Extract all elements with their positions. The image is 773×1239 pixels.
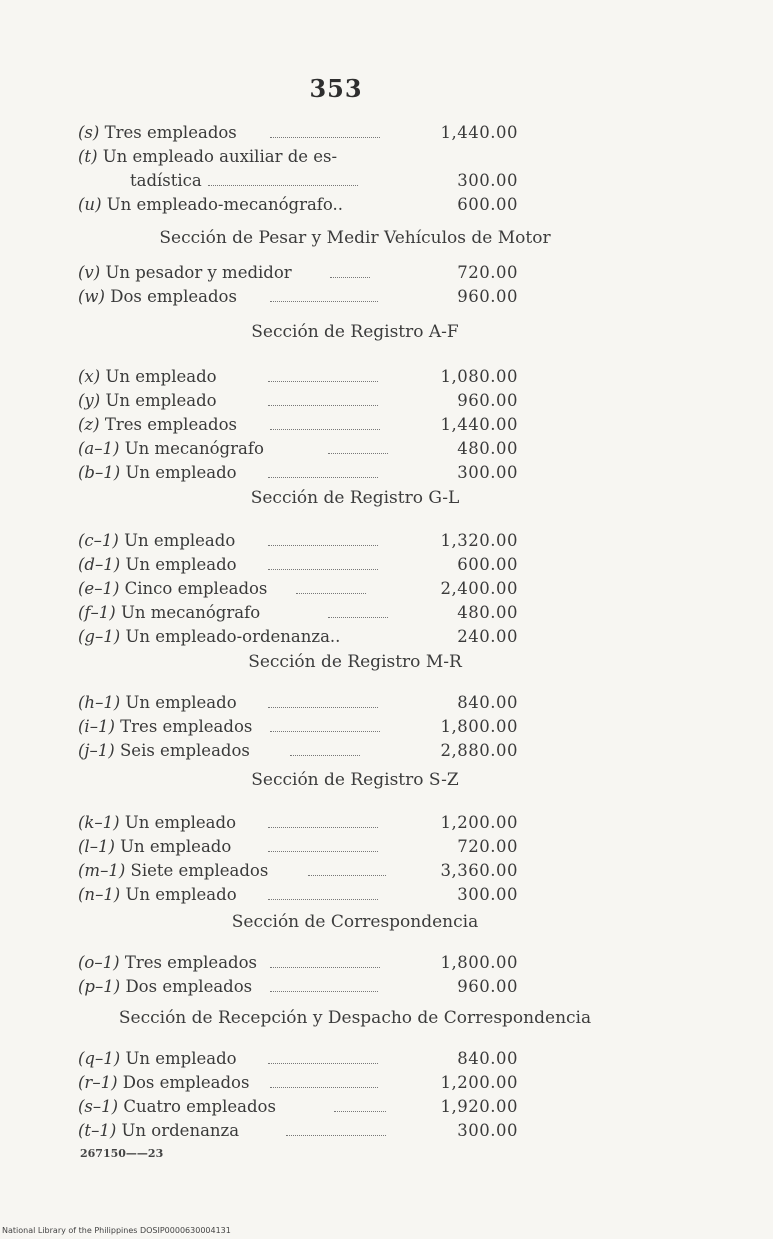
leader-dots: [330, 275, 370, 278]
budget-line-item: [78, 976, 518, 998]
line-item-label: [78, 692, 237, 714]
budget-line-item: [78, 170, 518, 192]
budget-line-item: [78, 146, 518, 168]
line-item-code: (w): [78, 287, 105, 306]
line-item-amount: 600.00: [457, 555, 518, 574]
section-heading: Sección de Pesar y Medir Vehículos de Motor: [159, 228, 551, 248]
section-heading: Sección de Registro M-R: [248, 652, 462, 672]
line-item-amount: 300.00: [457, 1121, 518, 1140]
line-item-code: (d–1): [78, 555, 121, 574]
budget-line-item: [78, 530, 518, 552]
line-item-code: (j–1): [78, 741, 115, 760]
line-item-description: Un empleado: [105, 367, 217, 386]
line-item-label: [78, 366, 217, 388]
line-item-description: Un pesador y medidor: [105, 263, 292, 282]
library-watermark: National Library of the Philippines DOSIP0000630004131: [2, 1226, 231, 1235]
line-item-amount: 1,440.00: [440, 123, 518, 142]
line-item-amount: 840.00: [457, 693, 518, 712]
line-item-description: Un empleado: [125, 693, 237, 712]
leader-dots: [334, 1109, 386, 1112]
line-item-label: [78, 286, 237, 308]
leader-dots: [270, 1085, 378, 1088]
line-item-label: [78, 390, 217, 412]
line-item-code: (t): [78, 147, 98, 166]
budget-line-item: [78, 716, 518, 738]
line-item-description: Un empleado-mecanógrafo..: [106, 195, 344, 214]
leader-dots: [268, 403, 378, 406]
line-item-amount: 720.00: [457, 263, 518, 282]
line-item-label: [78, 1120, 239, 1142]
section-heading: Sección de Registro S-Z: [251, 770, 459, 790]
line-item-label: [78, 462, 237, 484]
line-item-amount: 1,200.00: [440, 1073, 518, 1092]
line-item-amount: 1,800.00: [440, 953, 518, 972]
leader-dots: [296, 591, 366, 594]
leader-dots: [268, 379, 378, 382]
leader-dots: [286, 1133, 386, 1136]
line-item-amount: 300.00: [457, 171, 518, 190]
line-item-label: [78, 716, 252, 738]
leader-dots: [308, 873, 386, 876]
line-item-label: [78, 952, 257, 974]
leader-dots: [270, 965, 380, 968]
line-item-code: (c–1): [78, 531, 119, 550]
line-item-label: [78, 602, 260, 624]
budget-line-item: [78, 1096, 518, 1118]
budget-line-item: [78, 860, 518, 882]
line-item-code: (q–1): [78, 1049, 121, 1068]
line-item-description: Un empleado: [125, 463, 237, 482]
line-item-label: [78, 1096, 276, 1118]
line-item-code: (g–1): [78, 627, 121, 646]
budget-line-item: [78, 194, 518, 216]
budget-line-item: [78, 390, 518, 412]
line-item-code: (x): [78, 367, 101, 386]
line-item-amount: 2,880.00: [440, 741, 518, 760]
line-item-description: Un mecanógrafo: [124, 439, 264, 458]
line-item-code: (z): [78, 415, 100, 434]
line-item-description: Tres empleados: [120, 717, 253, 736]
line-item-description: Un ordenanza: [121, 1121, 240, 1140]
line-item-description: Un empleado: [124, 813, 237, 832]
leader-dots: [268, 897, 378, 900]
line-item-label: [78, 262, 292, 284]
leader-dots: [270, 989, 378, 992]
budget-line-item: [78, 884, 518, 906]
printer-code: 267150——23: [80, 1147, 164, 1160]
line-item-code: (i–1): [78, 717, 115, 736]
line-item-description: Tres empleados: [104, 415, 238, 434]
line-item-label: [78, 554, 237, 576]
line-item-amount: 720.00: [457, 837, 518, 856]
budget-line-item: [78, 414, 518, 436]
line-item-code: (y): [78, 391, 101, 410]
line-item-description: Un empleado: [125, 885, 237, 904]
line-item-label: [78, 626, 340, 648]
section-heading: Sección de Correspondencia: [231, 912, 479, 932]
budget-line-item: [78, 462, 518, 484]
line-item-description: Dos empleados: [110, 287, 237, 306]
line-item-code: (l–1): [78, 837, 115, 856]
line-item-amount: 1,920.00: [440, 1097, 518, 1116]
line-item-code: (f–1): [78, 603, 116, 622]
line-item-amount: 1,200.00: [440, 813, 518, 832]
leader-dots: [208, 183, 358, 186]
line-item-description: Un empleado: [124, 531, 236, 550]
line-item-amount: 1,320.00: [440, 531, 518, 550]
leader-dots: [268, 543, 378, 546]
line-item-amount: 1,440.00: [440, 415, 518, 434]
leader-dots: [270, 427, 380, 430]
line-item-description: Un empleado-ordenanza..: [125, 627, 341, 646]
line-item-description: tadística: [130, 171, 202, 190]
line-item-code: (a–1): [78, 439, 120, 458]
line-item-description: Seis empleados: [120, 741, 250, 760]
leader-dots: [268, 1061, 378, 1064]
budget-line-item: [78, 122, 518, 144]
line-item-code: (e–1): [78, 579, 120, 598]
budget-line-item: [78, 286, 518, 308]
leader-dots: [328, 615, 388, 618]
budget-line-item: [78, 578, 518, 600]
line-item-code: (s–1): [78, 1097, 119, 1116]
line-item-label: [78, 578, 267, 600]
line-item-description: Tres empleados: [124, 953, 257, 972]
line-item-description: Un empleado: [120, 837, 232, 856]
line-item-code: (k–1): [78, 813, 120, 832]
line-item-amount: 840.00: [457, 1049, 518, 1068]
line-item-label: [78, 836, 231, 858]
line-item-code: (b–1): [78, 463, 121, 482]
line-item-label: [78, 860, 268, 882]
line-item-code: (t–1): [78, 1121, 117, 1140]
line-item-amount: 960.00: [457, 977, 518, 996]
line-item-amount: 960.00: [457, 287, 518, 306]
line-item-description: Un empleado: [125, 555, 237, 574]
leader-dots: [268, 475, 378, 478]
line-item-code: (n–1): [78, 885, 121, 904]
leader-dots: [270, 729, 380, 732]
line-item-amount: 1,080.00: [440, 367, 518, 386]
line-item-amount: 480.00: [457, 439, 518, 458]
line-item-label: [78, 1048, 237, 1070]
leader-dots: [268, 705, 378, 708]
budget-line-item: [78, 952, 518, 974]
line-item-description: Un empleado auxiliar de es-: [102, 147, 338, 166]
line-item-code: (p–1): [78, 977, 121, 996]
budget-line-item: [78, 1072, 518, 1094]
line-item-description: Siete empleados: [130, 861, 269, 880]
line-item-label: [78, 194, 343, 216]
line-item-label: [78, 884, 237, 906]
line-item-code: (v): [78, 263, 101, 282]
leader-dots: [270, 135, 380, 138]
line-item-label: [78, 1072, 249, 1094]
line-item-label: [78, 976, 252, 998]
leader-dots: [328, 451, 388, 454]
leader-dots: [270, 299, 378, 302]
line-item-description: Un empleado: [125, 1049, 237, 1068]
leader-dots: [290, 753, 360, 756]
line-item-label: [78, 740, 250, 762]
budget-line-item: [78, 366, 518, 388]
line-item-label: [78, 414, 237, 436]
section-heading: Sección de Registro G-L: [250, 488, 460, 508]
line-item-amount: 1,800.00: [440, 717, 518, 736]
page-number: 353: [309, 74, 363, 103]
section-heading: Sección de Recepción y Despacho de Correspondencia: [118, 1008, 592, 1028]
line-item-label: [78, 438, 264, 460]
line-item-code: (u): [78, 195, 102, 214]
line-item-amount: 300.00: [457, 885, 518, 904]
line-item-amount: 240.00: [457, 627, 518, 646]
budget-line-item: [78, 812, 518, 834]
line-item-amount: 480.00: [457, 603, 518, 622]
leader-dots: [268, 825, 378, 828]
line-item-description: Un mecanógrafo: [120, 603, 261, 622]
budget-line-item: [78, 438, 518, 460]
budget-line-item: [78, 1048, 518, 1070]
section-heading: Sección de Registro A-F: [251, 322, 459, 342]
budget-line-item: [78, 602, 518, 624]
line-item-label: [78, 146, 337, 168]
budget-line-item: [78, 836, 518, 858]
budget-line-item: [78, 554, 518, 576]
leader-dots: [268, 567, 378, 570]
line-item-label: [78, 812, 236, 834]
line-item-description: Un empleado: [105, 391, 217, 410]
leader-dots: [268, 849, 378, 852]
line-item-label: [78, 122, 237, 144]
budget-line-item: [78, 626, 518, 648]
line-item-amount: 600.00: [457, 195, 518, 214]
line-item-description: Tres empleados: [104, 123, 237, 142]
line-item-amount: 300.00: [457, 463, 518, 482]
line-item-code: (h–1): [78, 693, 121, 712]
budget-line-item: [78, 262, 518, 284]
line-item-code: (o–1): [78, 953, 120, 972]
budget-line-item: [78, 1120, 518, 1142]
line-item-description: Dos empleados: [122, 1073, 250, 1092]
line-item-description: Cuatro empleados: [123, 1097, 276, 1116]
line-item-code: (m–1): [78, 861, 126, 880]
line-item-amount: 960.00: [457, 391, 518, 410]
line-item-label: [78, 530, 235, 552]
line-item-label: [130, 170, 202, 192]
budget-line-item: [78, 740, 518, 762]
line-item-description: Cinco empleados: [124, 579, 268, 598]
line-item-amount: 2,400.00: [440, 579, 518, 598]
line-item-description: Dos empleados: [125, 977, 253, 996]
line-item-code: (s): [78, 123, 100, 142]
line-item-amount: 3,360.00: [440, 861, 518, 880]
line-item-code: (r–1): [78, 1073, 118, 1092]
budget-line-item: [78, 692, 518, 714]
